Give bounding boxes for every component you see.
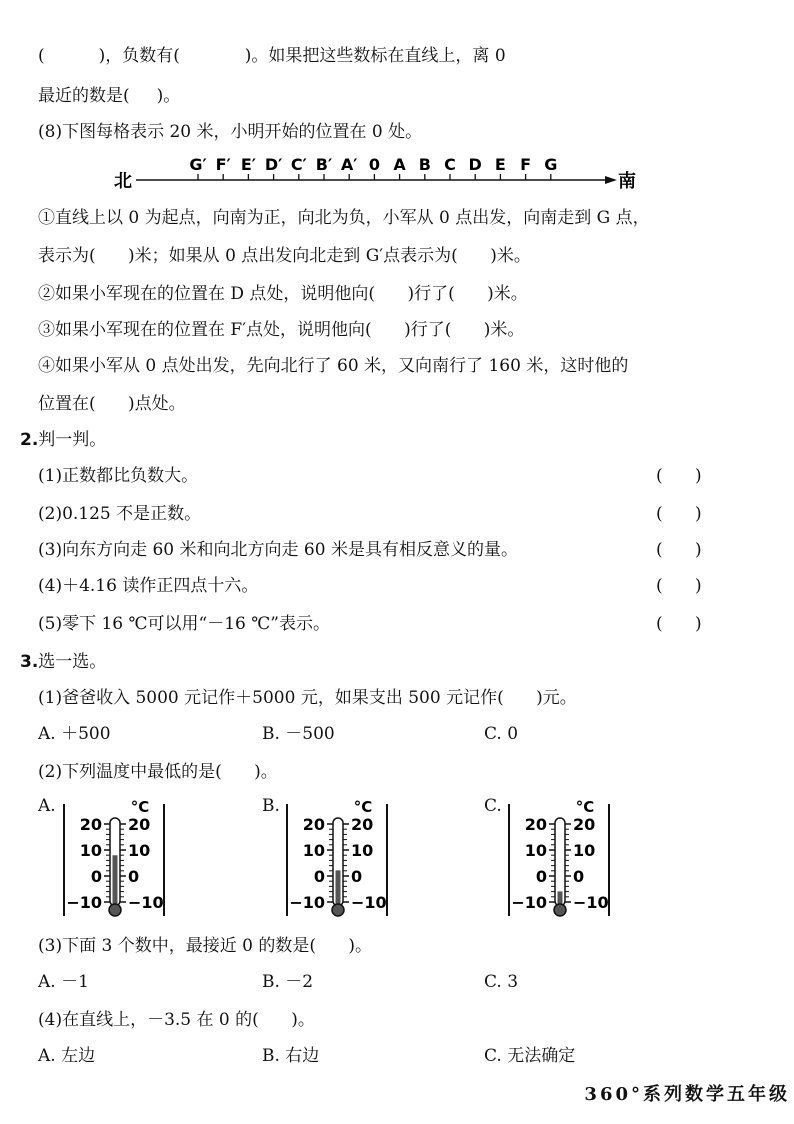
option-a[interactable]: A. －1 bbox=[38, 972, 89, 992]
q3-heading: 3.选一选。 bbox=[20, 652, 107, 672]
q2-item-3: (3)向东方向走 60 米和向北方向走 60 米是具有相反意义的量。 bbox=[38, 540, 518, 560]
tick-label-left: −10 bbox=[66, 893, 102, 912]
q2-heading: 2.判一判。 bbox=[20, 430, 107, 450]
text-line-2: 最近的数是( )。 bbox=[38, 86, 181, 106]
point-label: C bbox=[444, 155, 456, 174]
thermometer-a bbox=[60, 798, 190, 920]
option-c[interactable]: C. 0 bbox=[484, 724, 519, 744]
point-label: G′ bbox=[189, 155, 207, 174]
q2-item-5: (5)零下 16 ℃可以用“－16 ℃”表示。 bbox=[38, 614, 330, 634]
tick-label-left: 0 bbox=[313, 867, 325, 886]
q2-item-2: (2)0.125 不是正数。 bbox=[38, 504, 202, 524]
bulb bbox=[332, 904, 344, 916]
tick-label-right: −10 bbox=[351, 893, 387, 912]
option-a[interactable]: A. 左边 bbox=[38, 1046, 96, 1066]
unit-label: °C bbox=[575, 798, 595, 816]
option-b[interactable]: B. －2 bbox=[262, 972, 314, 992]
answer-paren[interactable]: ( ) bbox=[656, 504, 702, 524]
option-b[interactable]: B. －500 bbox=[262, 724, 335, 744]
tick-label-left: 0 bbox=[535, 867, 547, 886]
tick-label-right: 0 bbox=[351, 867, 363, 886]
north-label: 北 bbox=[114, 171, 132, 190]
tick-label-right: 20 bbox=[128, 815, 151, 834]
sub-question-2: ②如果小军现在的位置在 D 点处，说明他向( )行了( )米。 bbox=[38, 284, 528, 304]
tick-label-right: −10 bbox=[573, 893, 609, 912]
sub-question-1: ①直线上以 0 为起点，向南为正，向北为负，小军从 0 点出发，向南走到 G 点， bbox=[38, 208, 650, 228]
point-label: D′ bbox=[264, 155, 283, 174]
bulb bbox=[109, 904, 121, 916]
sub-question-4-cont: 位置在( )点处。 bbox=[38, 394, 186, 414]
thermometer-c bbox=[505, 798, 635, 920]
option-b-label[interactable]: B. bbox=[262, 796, 280, 816]
q2-item-4: (4)＋4.16 读作正四点十六。 bbox=[38, 576, 259, 596]
tick-label-right: −10 bbox=[128, 893, 164, 912]
point-label: E bbox=[494, 155, 506, 174]
option-c[interactable]: C. 无法确定 bbox=[484, 1046, 576, 1066]
sub-question-4: ④如果小军从 0 点处出发，先向北行了 60 米，又向南行了 160 米，这时他的 bbox=[38, 356, 629, 376]
option-a-label[interactable]: A. bbox=[38, 796, 56, 816]
mercury bbox=[113, 855, 118, 910]
tick-label-right: 0 bbox=[128, 867, 140, 886]
q3-sub-4: (4)在直线上，－3.5 在 0 的( )。 bbox=[38, 1010, 315, 1030]
unit-label: °C bbox=[353, 798, 373, 816]
answer-paren[interactable]: ( ) bbox=[656, 540, 702, 560]
answer-paren[interactable]: ( ) bbox=[656, 614, 702, 634]
option-c-label[interactable]: C. bbox=[484, 796, 502, 816]
point-label: F′ bbox=[215, 155, 231, 174]
text-line-1: ( )，负数有( )。如果把这些数标在直线上，离 0 bbox=[38, 46, 506, 66]
sub-question-3: ③如果小军现在的位置在 F′点处，说明他向( )行了( )米。 bbox=[38, 320, 525, 340]
tick-label-right: 20 bbox=[573, 815, 596, 834]
q3-sub-1: (1)爸爸收入 5000 元记作＋5000 元，如果支出 500 元记作( )元。 bbox=[38, 688, 577, 708]
q3-sub-2: (2)下列温度中最低的是( )。 bbox=[38, 762, 278, 782]
tick-label-left: −10 bbox=[289, 893, 325, 912]
point-label: B bbox=[418, 155, 431, 174]
unit-label: °C bbox=[130, 798, 150, 816]
option-b[interactable]: B. 右边 bbox=[262, 1046, 320, 1066]
q2-item-1: (1)正数都比负数大。 bbox=[38, 466, 199, 486]
tick-label-right: 20 bbox=[351, 815, 374, 834]
point-label: B′ bbox=[315, 155, 333, 174]
footer-series-title: 360°系列数学五年级 bbox=[584, 1084, 790, 1105]
option-a[interactable]: A. ＋500 bbox=[38, 724, 111, 744]
answer-paren[interactable]: ( ) bbox=[656, 576, 702, 596]
tick-label-left: 10 bbox=[524, 841, 547, 860]
point-label: 0 bbox=[368, 155, 380, 174]
point-label: E′ bbox=[240, 155, 256, 174]
question-8: (8)下图每格表示 20 米，小明开始的位置在 0 处。 bbox=[38, 122, 423, 142]
number-line bbox=[110, 150, 640, 190]
point-label: G bbox=[544, 155, 558, 174]
thermometer-b bbox=[283, 798, 413, 920]
sub-question-1-cont: 表示为( )米；如果从 0 点出发向北走到 G′点表示为( )米。 bbox=[38, 246, 531, 266]
point-label: A bbox=[393, 155, 406, 174]
bulb bbox=[554, 904, 566, 916]
q3-sub-3: (3)下面 3 个数中，最接近 0 的数是( )。 bbox=[38, 936, 373, 956]
south-label: 南 bbox=[618, 171, 636, 190]
point-label: C′ bbox=[290, 155, 307, 174]
tick-label-left: 20 bbox=[79, 815, 102, 834]
tick-label-right: 10 bbox=[573, 841, 596, 860]
tick-label-left: −10 bbox=[511, 893, 547, 912]
tick-label-left: 20 bbox=[524, 815, 547, 834]
option-c[interactable]: C. 3 bbox=[484, 972, 519, 992]
tick-label-right: 10 bbox=[351, 841, 374, 860]
tick-label-left: 10 bbox=[302, 841, 325, 860]
tick-label-right: 10 bbox=[128, 841, 151, 860]
tick-label-left: 10 bbox=[79, 841, 102, 860]
point-label: F bbox=[520, 155, 532, 174]
tick-label-left: 0 bbox=[90, 867, 102, 886]
tick-label-left: 20 bbox=[302, 815, 325, 834]
answer-paren[interactable]: ( ) bbox=[656, 466, 702, 486]
point-label: A′ bbox=[340, 155, 358, 174]
tick-label-right: 0 bbox=[573, 867, 585, 886]
point-label: D bbox=[468, 155, 482, 174]
